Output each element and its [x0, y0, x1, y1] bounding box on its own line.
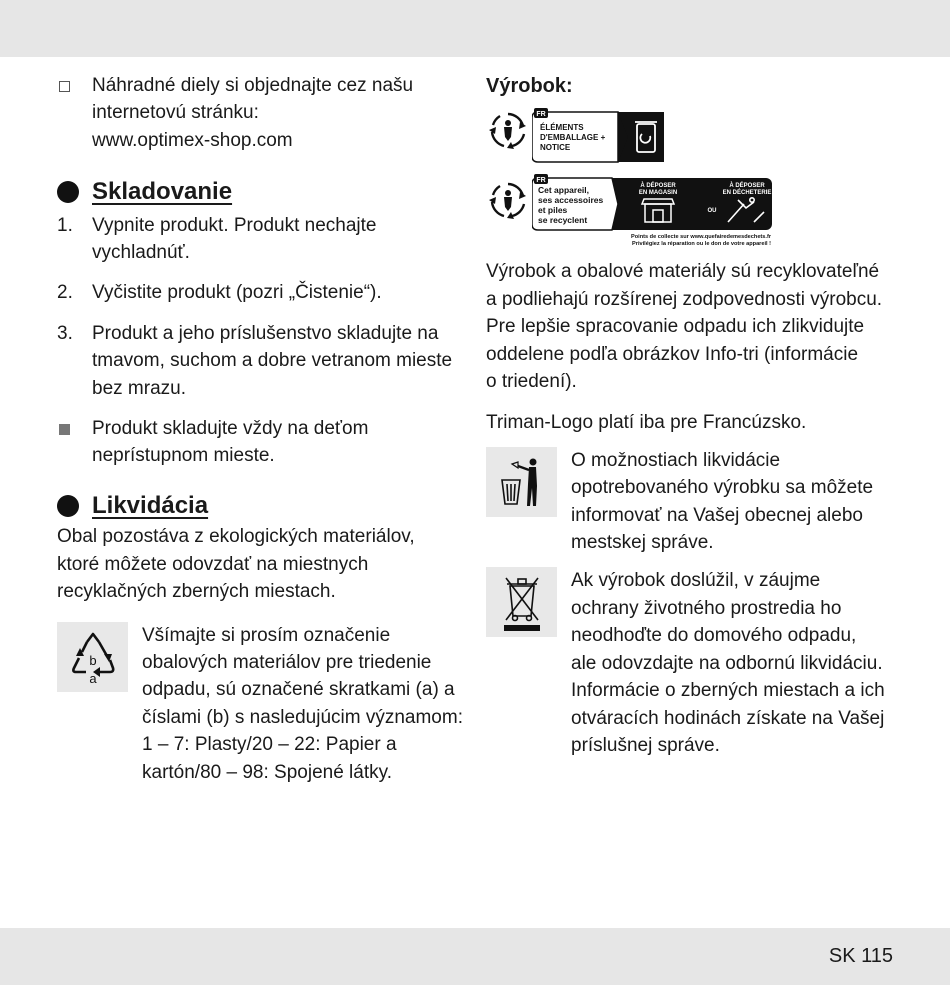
storage-note: Produkt skladujte vždy na deťom neprístupnom mieste.: [57, 415, 467, 470]
municipal-disposal-text: O možnostiach likvidácie opotrebovaného výrobku sa môžete informovať na Vašej obecnej alebo mestskej správe.: [571, 449, 874, 554]
svg-text:EN MAGASIN: EN MAGASIN: [638, 190, 678, 197]
triman-icon: [486, 108, 530, 152]
litter-bin-icon: [486, 447, 557, 517]
svg-text:NOTICE: NOTICE: [540, 143, 571, 153]
page-number: SK 115: [828, 945, 893, 967]
svg-text:Cet appareil,: Cet appareil,: [538, 185, 590, 196]
svg-text:b: b: [88, 652, 97, 668]
weee-disposal-info: [486, 567, 906, 759]
bullet-dot-icon: [57, 181, 79, 203]
spare-parts-line: internetovú stránku:: [92, 102, 259, 124]
device-info-badge: [532, 174, 772, 246]
packaging-info-badge: [532, 108, 664, 164]
product-heading: Výrobok:: [486, 75, 573, 97]
filled-square-bullet-icon: [59, 424, 70, 435]
storage-step: 2. Vyčistite produkt (pozri „Čistenie“).: [57, 282, 382, 304]
svg-text:a: a: [88, 670, 97, 684]
triman-device-logo: [486, 174, 906, 246]
triman-packaging-logo: [486, 108, 906, 164]
triman-france-note: Triman-Logo platí iba pre Francúzsko.: [486, 412, 807, 434]
crossed-out-wheelie-bin-icon: [486, 567, 557, 637]
svg-text:FR: FR: [536, 111, 546, 119]
svg-text:Privilégiez la réparation ou l: Privilégiez la réparation ou le don de votre appareil !: [632, 241, 771, 247]
svg-text:EN DÉCHETERIE: EN DÉCHETERIE: [722, 190, 772, 197]
svg-text:ses accessoires: ses accessoires: [538, 195, 604, 206]
right-column: [486, 72, 906, 759]
bullet-dot-icon: [57, 495, 79, 517]
svg-text:D'EMBALLAGE +: D'EMBALLAGE +: [540, 133, 606, 143]
spare-parts-url: www.optimex-shop.com: [92, 129, 293, 151]
svg-text:OU: OU: [707, 208, 717, 215]
open-square-bullet-icon: [59, 81, 70, 92]
storage-step: 3. Produkt a jeho príslušenstvo skladujte na tmavom, suchom a dobre vetranom mieste bez mrazu.: [57, 322, 453, 399]
svg-text:se recyclent: se recyclent: [538, 215, 588, 226]
recycle-code-text: Všímajte si prosím označenie obalových materiálov pre triedenie odpadu, sú označené skratkami (a) a číslami (b) s nasledujúcim významom: 1 – 7: Plasty/20 – 22: Papier a kartón/80 – 98: Spojené látky.: [142, 624, 463, 783]
recycling-symbol-icon: [57, 622, 128, 692]
weee-disposal-text: Ak výrobok doslúžil, v záujme ochrany životného prostredia ho neodhoďte do domového odpadu, ale odovzdajte na odbornú likvidáciu. Informácie o zberných miestach a ich otváracích hodinách získate na Vašej príslušnej správe.: [571, 570, 885, 756]
storage-step: 1. Vypnite produkt. Produkt nechajte vychladnúť.: [57, 214, 377, 264]
recyclable-text: Výrobok a obalové materiály sú recyklovateľné a podliehajú rozšírenej zodpovednosti výrobcu. Pre lepšie spracovanie odpadu ich zlikvidujte oddelene podľa obrázkov Info-tri (informácie o triedení).: [486, 261, 883, 393]
storage-heading: Skladovanie: [57, 178, 467, 205]
spare-parts-item: [57, 72, 467, 154]
svg-text:FR: FR: [536, 177, 546, 185]
bottom-bar: [0, 928, 950, 985]
svg-text:À DÉPOSER: À DÉPOSER: [640, 183, 676, 190]
recycle-code-info: [57, 622, 467, 786]
disposal-heading: Likvidácia: [57, 492, 467, 519]
municipal-disposal-info: [486, 447, 906, 557]
left-column: [57, 72, 467, 786]
svg-text:et piles: et piles: [538, 205, 568, 216]
svg-text:À DÉPOSER: À DÉPOSER: [729, 183, 765, 190]
triman-icon: [486, 178, 530, 222]
svg-text:ÉLÉMENTS: ÉLÉMENTS: [540, 123, 584, 133]
disposal-intro: Obal pozostáva z ekologických materiálov, ktoré môžete odovzdať na miestnych recyklačných zberných miestach.: [57, 526, 415, 603]
top-bar: [0, 0, 950, 57]
svg-text:Points de collecte sur www.que: Points de collecte sur www.quefairedemesdechets.fr: [631, 234, 771, 241]
spare-parts-line: Náhradné diely si objednajte cez našu: [92, 75, 414, 96]
